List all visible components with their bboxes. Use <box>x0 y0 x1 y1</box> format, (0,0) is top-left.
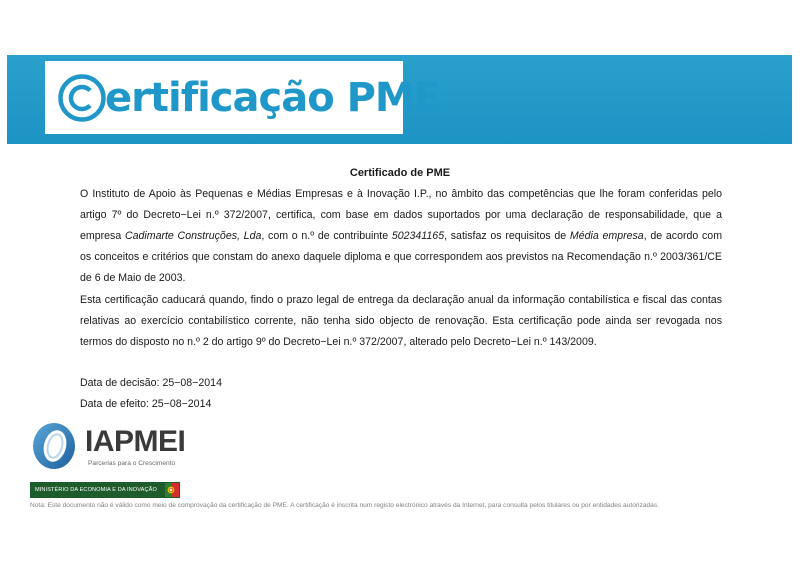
decision-date: Data de decisão: 25−08−2014 <box>80 377 222 389</box>
iapmei-ring-icon <box>30 420 78 472</box>
company-name: Cadimarte Construções, Lda <box>124 230 262 242</box>
effect-date: Data de efeito: 25−08−2014 <box>80 398 212 410</box>
ministry-badge <box>30 482 180 498</box>
expiry-paragraph: Esta certificação caducará quando, findo o prazo legal de entrega da declaração anual da informação contabilística e fiscal das contas relativas ao exercício contabilístico corrente, não tenha sido objecto de renovação. Esta certificação pode ainda ser revogada nos termos do disposto no n.º 2 do artigo 9º do Decreto−Lei n.º 372/2007, alterado pelo Decreto−Lei n.º 143/2009. <box>80 294 722 348</box>
copyright-c-icon <box>57 73 107 123</box>
paragraph-mid: , com o n.º de contribuinte <box>261 230 392 242</box>
portugal-flag-icon <box>165 483 179 497</box>
taxpayer-number: 502341165 <box>391 230 445 242</box>
logo-text: ertificação PME <box>105 74 441 121</box>
iapmei-logo <box>30 420 200 476</box>
paragraph-intro: O Instituto de Apoio às Pequenas e Médias Empresas e à Inovação I.P., no âmbito das competências que lhe foram conferidas pelo artigo 7º do Decreto−Lei n.º 372/2007, certifica, com base em dados suportados por uma declaração de responsabilidade, que a empresa <box>80 188 722 242</box>
ministry-name: MINISTÉRIO DA ECONOMIA E DA INOVAÇÃO <box>35 487 157 493</box>
iapmei-tagline: Parcerias para o Crescimento <box>88 460 176 467</box>
certification-paragraph <box>80 184 722 289</box>
header-banner <box>7 55 792 144</box>
iapmei-name: IAPMEI <box>85 425 186 458</box>
document-title: Certificado de PME <box>349 167 451 179</box>
paragraph-end: , de acordo com os conceitos e critérios que constam do anexo daquele diploma e que correspondem aos previstos na Recomendação n.º 2003/361/CE de 6 de Maio de 2003. <box>80 230 723 284</box>
company-category: Média empresa <box>569 230 644 242</box>
certificacao-pme-logo <box>45 61 441 134</box>
paragraph-mid2: , satisfaz os requisitos de <box>444 230 570 242</box>
footer-note: Nota: Este documento não é válido como meio de comprovação da certificação de PME. A certificação é inscrita num registo electrónico através da Internet, para consulta pelos titulares ou por entidades autorizadas. <box>30 502 659 509</box>
